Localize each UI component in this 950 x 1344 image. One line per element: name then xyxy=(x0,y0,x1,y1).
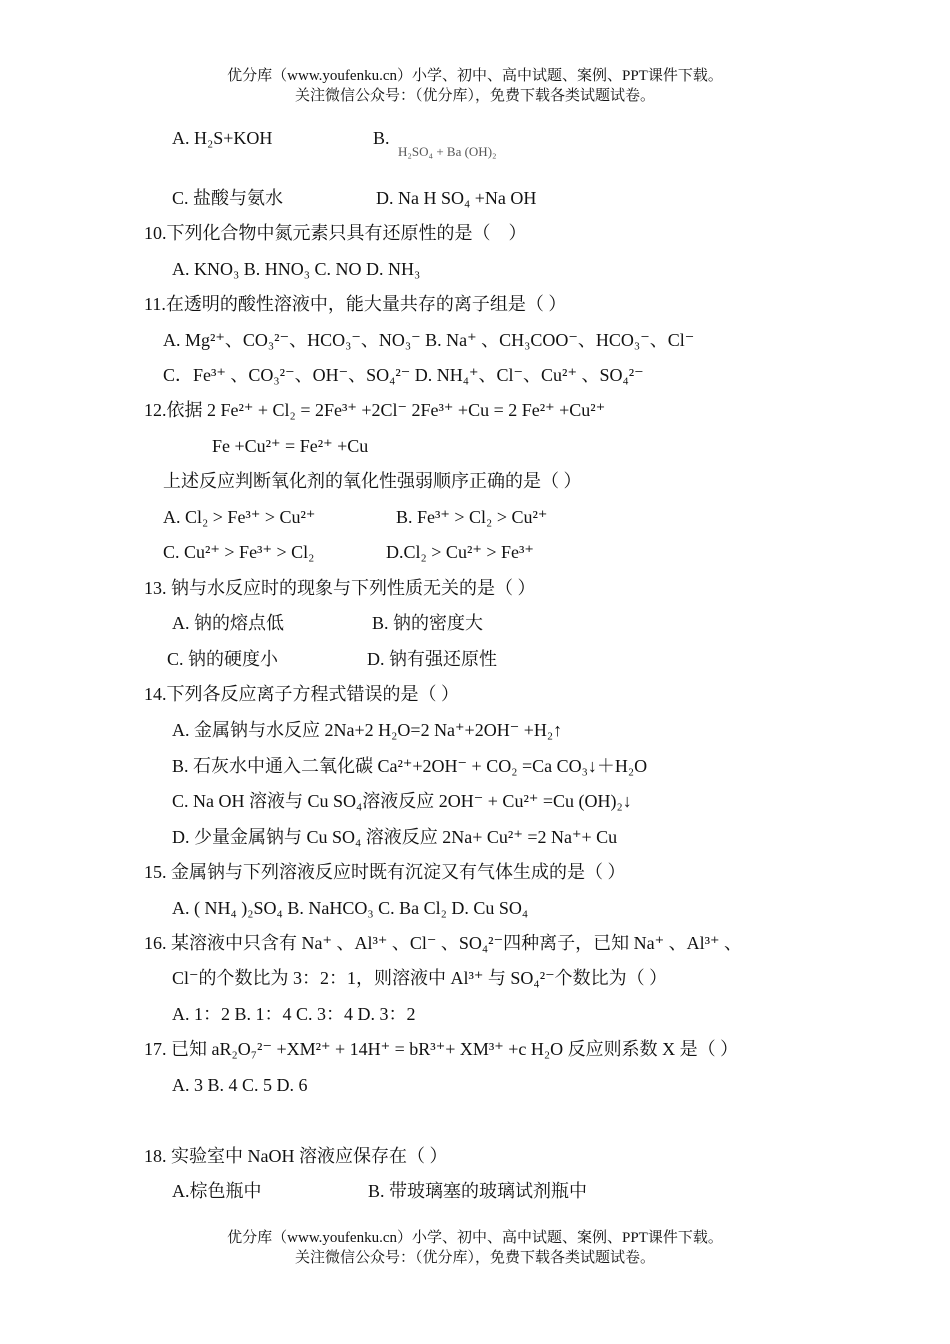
q17-options: A. 3 B. 4 C. 5 D. 6 xyxy=(172,1075,308,1095)
q12-option-d: D.Cl₂ > Cu²⁺ > Fe³⁺ xyxy=(386,542,534,562)
q17-stem: 17. 已知 aR₂O₇²⁻ +XM²⁺ + 14H⁺ = bR³⁺+ XM³⁺ +c H₂O 反应则系数 X 是（ ） xyxy=(144,1039,739,1059)
q11-stem: 11.在透明的酸性溶液中，能大量共存的离子组是（ ） xyxy=(144,294,567,314)
footer-line-1: 优分库（www.youfenku.cn）小学、初中、高中试题、案例、PPT课件下载。 xyxy=(227,1230,723,1246)
q13-option-a: A. 钠的熔点低 xyxy=(172,613,284,633)
q12-stem: 12.依据 2 Fe²⁺ + Cl₂ = 2Fe³⁺ +2Cl⁻ 2Fe³⁺ +Cu = 2 Fe²⁺ +Cu²⁺ xyxy=(144,400,606,420)
q9-option-a: A. H₂S+KOH xyxy=(172,128,273,148)
q12-option-c: C. Cu²⁺ > Fe³⁺ > Cl₂ xyxy=(163,542,315,562)
q18-stem: 18. 实验室中 NaOH 溶液应保存在（ ） xyxy=(144,1146,448,1166)
q18-option-b: B. 带玻璃塞的玻璃试剂瓶中 xyxy=(368,1181,588,1201)
q16-stem: 16. 某溶液中只含有 Na⁺ 、Al³⁺ 、Cl⁻ 、SO₄²⁻四种离子，已知 Na⁺ 、Al³⁺ 、 xyxy=(144,933,742,953)
q14-option-b: B. 石灰水中通入二氧化碳 Ca²⁺+2OH⁻ + CO₂ =Ca CO₃↓＋H₂O xyxy=(172,756,648,776)
header-line-1: 优分库（www.youfenku.cn）小学、初中、高中试题、案例、PPT课件下载。 xyxy=(227,68,723,84)
footer-line-2: 关注微信公众号：（优分库），免费下载各类试题试卷。 xyxy=(294,1250,655,1266)
q14-option-c: C. Na OH 溶液与 Cu SO₄溶液反应 2OH⁻ + Cu²⁺ =Cu (OH)₂↓ xyxy=(172,791,632,811)
q13-option-d: D. 钠有强还原性 xyxy=(367,649,497,669)
header-line-2: 关注微信公众号：（优分库），免费下载各类试题试卷。 xyxy=(294,88,655,104)
q9-option-d: D. Na H SO₄ +Na OH xyxy=(376,188,537,208)
q12-option-b: B. Fe³⁺ > Cl₂ > Cu²⁺ xyxy=(396,507,548,527)
q13-option-c: C. 钠的硬度小 xyxy=(167,649,279,669)
q13-option-b: B. 钠的密度大 xyxy=(372,613,484,633)
q12-option-a: A. Cl₂ > Fe³⁺ > Cu²⁺ xyxy=(163,507,316,527)
q15-stem: 15. 金属钠与下列溶液反应时既有沉淀又有气体生成的是（ ） xyxy=(144,862,626,882)
q9-option-c: C. 盐酸与氨水 xyxy=(172,188,284,208)
q14-option-d: D. 少量金属钠与 Cu SO₄ 溶液反应 2Na+ Cu²⁺ =2 Na⁺+ Cu xyxy=(172,827,618,847)
q14-stem: 14.下列各反应离子方程式错误的是（ ） xyxy=(144,684,459,704)
q16-options: A. 1：2 B. 1：4 C. 3：4 D. 3：2 xyxy=(172,1004,416,1024)
q10-options: A. KNO₃ B. HNO₃ C. NO D. NH₃ xyxy=(172,259,421,279)
q9-option-b-formula: H₂SO₄ + Ba (OH)₂ xyxy=(398,144,497,159)
q16-line-2: Cl⁻的个数比为 3：2：1，则溶液中 Al³⁺ 与 SO₄²⁻个数比为（ ） xyxy=(172,968,668,988)
q18-option-a: A.棕色瓶中 xyxy=(172,1181,262,1201)
q15-options: A. ( NH₄ )₂SO₄ B. NaHCO₃ C. Ba Cl₂ D. Cu SO₄ xyxy=(172,898,529,918)
q12-line-2: Fe +Cu²⁺ = Fe²⁺ +Cu xyxy=(212,436,369,456)
q9-option-b-label: B. xyxy=(373,128,390,148)
q10-stem: 10.下列化合物中氮元素只具有还原性的是（ ） xyxy=(144,223,527,243)
q11-options-cd: C．Fe³⁺ 、CO₃²⁻、OH⁻、SO₄²⁻ D. NH₄⁺、Cl⁻、Cu²⁺ 、SO₄²⁻ xyxy=(163,365,644,385)
q11-options-ab: A. Mg²⁺、CO₃²⁻、HCO₃⁻、NO₃⁻ B. Na⁺ 、CH₃COO⁻、HCO₃⁻、Cl⁻ xyxy=(163,330,695,350)
q13-stem: 13. 钠与水反应时的现象与下列性质无关的是（ ） xyxy=(144,578,536,598)
q14-option-a: A. 金属钠与水反应 2Na+2 H₂O=2 Na⁺+2OH⁻ +H₂↑ xyxy=(172,720,563,740)
q12-line-3: 上述反应判断氧化剂的氧化性强弱顺序正确的是（ ） xyxy=(163,471,582,491)
